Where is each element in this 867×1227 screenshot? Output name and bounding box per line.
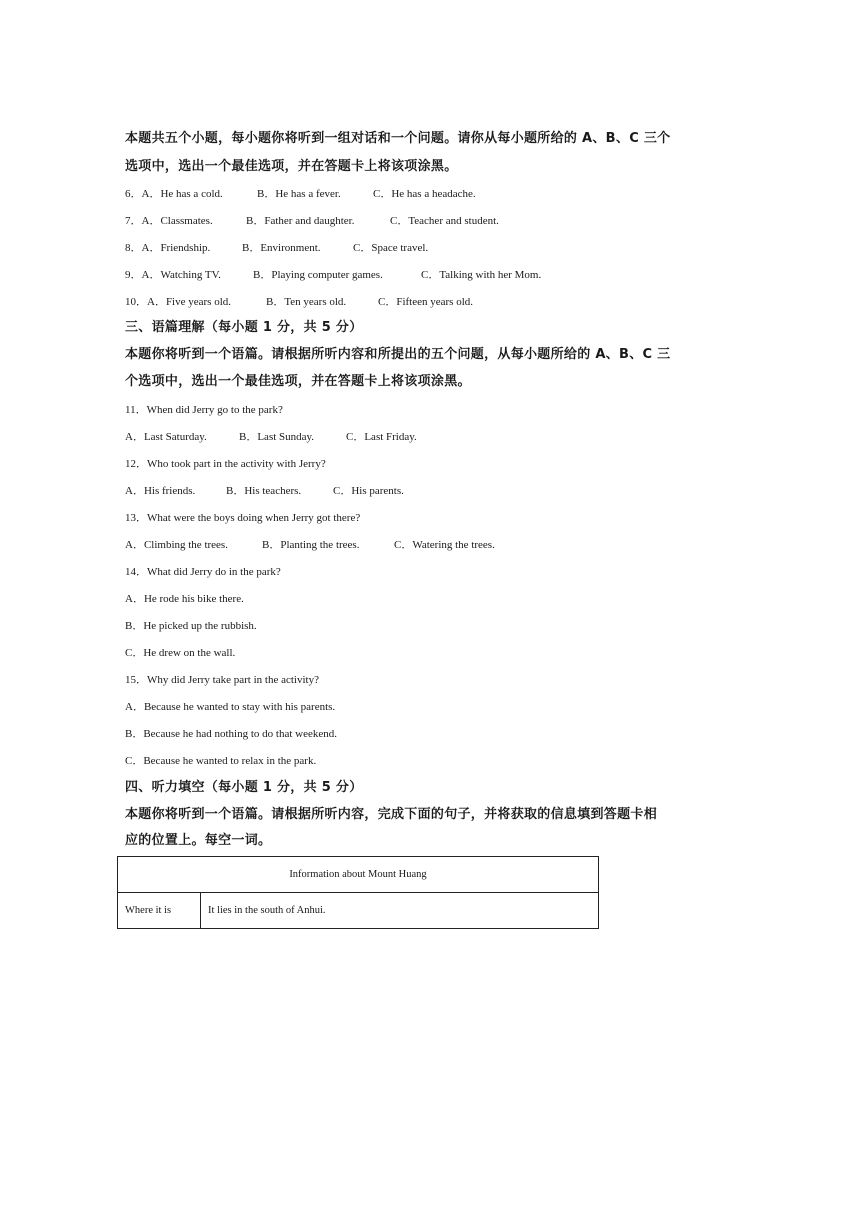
question-12: 12．Who took part in the activity with Jerry? bbox=[125, 458, 326, 470]
table-title: Information about Mount Huang bbox=[118, 857, 598, 893]
section3-heading: 四、听力填空（每小题 1 分，共 5 分） bbox=[125, 780, 363, 795]
option-a: A．His friends. bbox=[125, 485, 196, 497]
option-a: 10．A．Five years old. bbox=[125, 296, 232, 308]
option-b: B．He has a fever. bbox=[257, 188, 341, 200]
option-b: B．His teachers. bbox=[226, 485, 302, 497]
question-13-options bbox=[125, 538, 495, 552]
option-c: C．Last Friday. bbox=[346, 431, 417, 443]
option-a: A．Climbing the trees. bbox=[125, 539, 228, 551]
section1-instructions-line1: 本题共五个小题，每小题你将听到一组对话和一个问题。请你从每小题所给的 A、B、C 三个 bbox=[125, 131, 671, 146]
option-b: B．Environment. bbox=[242, 242, 321, 254]
question-14-option-a: A．He rode his bike there. bbox=[125, 593, 244, 605]
question-10 bbox=[125, 295, 473, 309]
section2-heading: 三、语篇理解（每小题 1 分，共 5 分） bbox=[125, 320, 363, 335]
question-14-option-c: C．He drew on the wall. bbox=[125, 647, 236, 659]
option-c: C．Fifteen years old. bbox=[378, 296, 474, 308]
option-c: C．Watering the trees. bbox=[394, 539, 495, 551]
option-c: C．Teacher and student. bbox=[390, 215, 499, 227]
option-b: B．Playing computer games. bbox=[253, 269, 383, 281]
option-c: C．He has a headache. bbox=[373, 188, 476, 200]
option-a: 9．A．Watching TV. bbox=[125, 269, 221, 281]
table-row-label: Where it is bbox=[118, 893, 201, 929]
option-c: C．His parents. bbox=[333, 485, 404, 497]
question-13: 13．What were the boys doing when Jerry got there? bbox=[125, 512, 361, 524]
section3-instructions-line1: 本题你将听到一个语篇。请根据所听内容，完成下面的句子，并将获取的信息填到答题卡相 bbox=[125, 807, 658, 822]
option-a: 7．A．Classmates. bbox=[125, 215, 213, 227]
question-15-option-a: A．Because he wanted to stay with his parents. bbox=[125, 701, 336, 713]
question-14-option-b: B．He picked up the rubbish. bbox=[125, 620, 257, 632]
question-14: 14．What did Jerry do in the park? bbox=[125, 566, 281, 578]
option-b: B．Father and daughter. bbox=[246, 215, 355, 227]
question-9 bbox=[125, 268, 541, 282]
question-6 bbox=[125, 187, 476, 201]
question-11-options bbox=[125, 430, 417, 444]
option-a: 6．A．He has a cold. bbox=[125, 188, 223, 200]
option-c: C．Talking with her Mom. bbox=[421, 269, 542, 281]
question-11: 11．When did Jerry go to the park? bbox=[125, 404, 283, 416]
option-a: 8．A．Friendship. bbox=[125, 242, 211, 254]
section1-instructions-line2: 选项中，选出一个最佳选项，并在答题卡上将该项涂黑。 bbox=[125, 159, 458, 174]
option-b: B．Planting the trees. bbox=[262, 539, 360, 551]
option-b: B．Last Sunday. bbox=[239, 431, 315, 443]
question-12-options bbox=[125, 484, 404, 498]
question-15: 15．Why did Jerry take part in the activity? bbox=[125, 674, 319, 686]
option-a: A．Last Saturday. bbox=[125, 431, 207, 443]
question-7 bbox=[125, 214, 499, 228]
question-15-option-b: B．Because he had nothing to do that weekend. bbox=[125, 728, 338, 740]
question-8 bbox=[125, 241, 428, 255]
section2-instructions-line2: 个选项中，选出一个最佳选项，并在答题卡上将该项涂黑。 bbox=[125, 374, 471, 389]
option-c: C．Space travel. bbox=[353, 242, 429, 254]
option-b: B．Ten years old. bbox=[266, 296, 347, 308]
info-table bbox=[117, 856, 599, 929]
section3-instructions-line2: 应的位置上。每空一词。 bbox=[125, 833, 272, 848]
question-15-option-c: C．Because he wanted to relax in the park. bbox=[125, 755, 317, 767]
section2-instructions-line1: 本题你将听到一个语篇。请根据所听内容和所提出的五个问题，从每小题所给的 A、B、C 三 bbox=[125, 347, 671, 362]
table-row-value: It lies in the south of Anhui. bbox=[208, 905, 326, 916]
